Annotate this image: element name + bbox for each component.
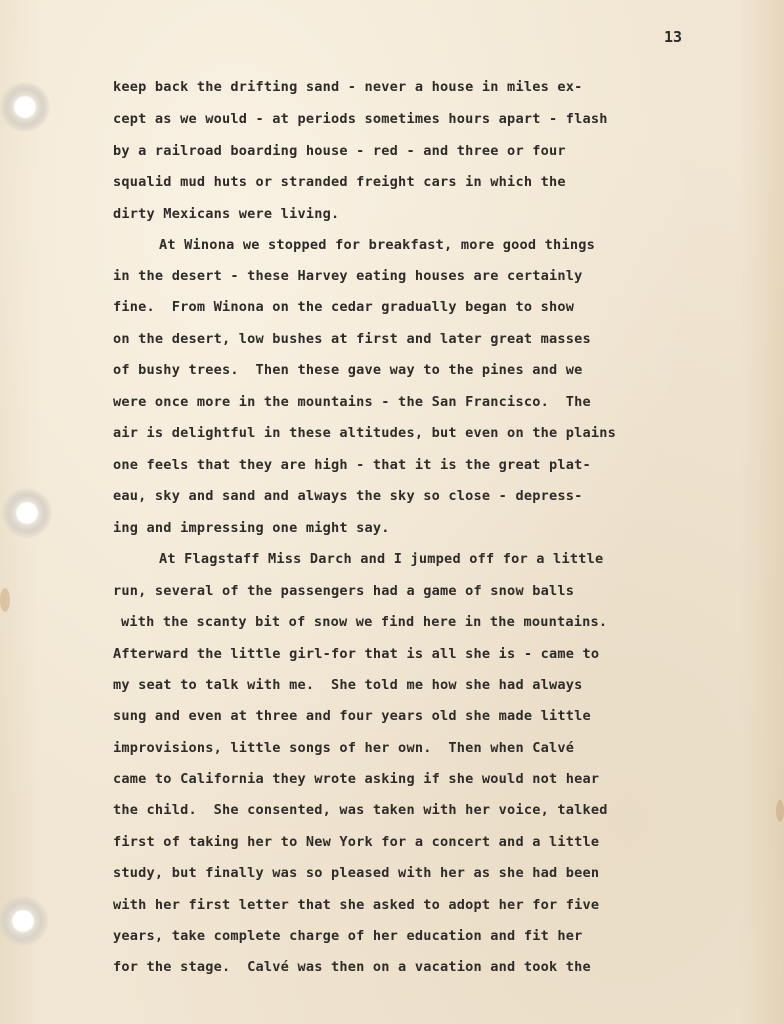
text-line: Afterward the little girl-for that is all she is - came to bbox=[113, 646, 600, 662]
text-line: were once more in the mountains - the San Francisco. The bbox=[113, 394, 591, 410]
text-line: At Flagstaff Miss Darch and I jumped off for a little bbox=[159, 551, 604, 567]
text-line: first of taking her to New York for a concert and a little bbox=[113, 834, 600, 850]
text-line: fine. From Winona on the cedar gradually began to show bbox=[113, 299, 575, 315]
text-line: years, take complete charge of her education and fit her bbox=[113, 928, 583, 944]
binder-hole-bottom bbox=[0, 896, 48, 946]
text-line: improvisions, little songs of her own. Then when Calvé bbox=[113, 740, 575, 756]
text-line: one feels that they are high - that it is the great plat- bbox=[113, 457, 591, 473]
text-line: run, several of the passengers had a game of snow balls bbox=[113, 583, 575, 599]
text-line: keep back the drifting sand - never a house in miles ex- bbox=[113, 79, 583, 95]
text-line: At Winona we stopped for breakfast, more good things bbox=[159, 237, 595, 253]
text-line: on the desert, low bushes at first and later great masses bbox=[113, 331, 591, 347]
binder-hole-middle bbox=[2, 488, 52, 538]
paper-stain-right bbox=[776, 800, 784, 822]
text-line: the child. She consented, was taken with her voice, talked bbox=[113, 802, 608, 818]
text-line: study, but finally was so pleased with her as she had been bbox=[113, 865, 600, 881]
text-line: of bushy trees. Then these gave way to the pines and we bbox=[113, 362, 583, 378]
text-line: dirty Mexicans were living. bbox=[113, 206, 340, 222]
text-line: in the desert - these Harvey eating houses are certainly bbox=[113, 268, 583, 284]
text-line: eau, sky and sand and always the sky so close - depress- bbox=[113, 488, 583, 504]
text-line: cept as we would - at periods sometimes hours apart - flash bbox=[113, 111, 608, 127]
text-line: by a railroad boarding house - red - and three or four bbox=[113, 143, 566, 159]
binder-hole-top bbox=[0, 82, 50, 132]
text-line: came to California they wrote asking if she would not hear bbox=[113, 771, 600, 787]
paper-stain-left bbox=[0, 588, 10, 612]
text-line: air is delightful in these altitudes, but even on the plains bbox=[113, 425, 617, 441]
text-line: with the scanty bit of snow we find here in the mountains. bbox=[121, 614, 608, 630]
text-line: ing and impressing one might say. bbox=[113, 520, 390, 536]
page-number: 13 bbox=[664, 28, 683, 46]
text-line: for the stage. Calvé was then on a vacation and took the bbox=[113, 959, 591, 975]
text-line: my seat to talk with me. She told me how she had always bbox=[113, 677, 583, 693]
text-line: sung and even at three and four years old she made little bbox=[113, 708, 591, 724]
text-line: with her first letter that she asked to adopt her for five bbox=[113, 897, 600, 913]
text-line: squalid mud huts or stranded freight cars in which the bbox=[113, 174, 566, 190]
